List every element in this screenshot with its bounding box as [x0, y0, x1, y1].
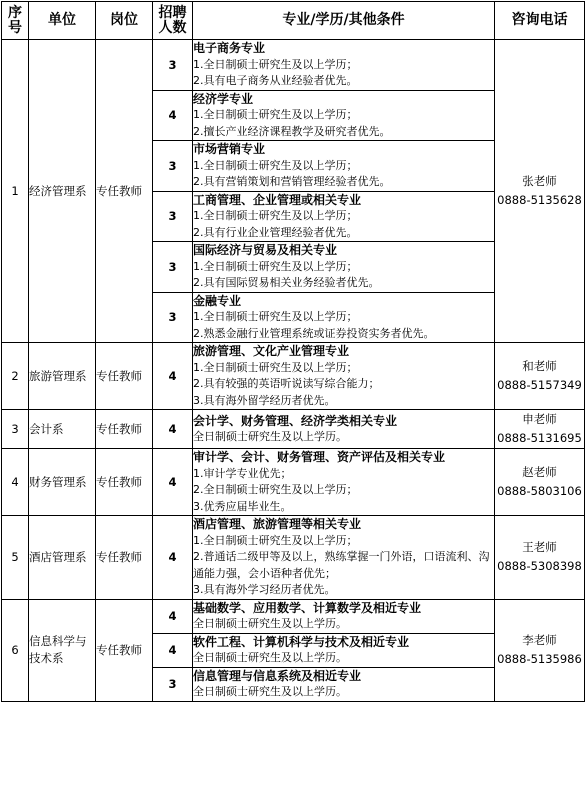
row-count: 4	[153, 343, 193, 410]
requirement-line: 1.全日制硕士研究生及以上学历；	[193, 158, 358, 172]
requirement-line: 2.普通话二级甲等及以上，熟练掌握一门外语，口语流利、沟通能力强，会小语种者优先；	[193, 550, 490, 580]
row-count: 4	[153, 516, 193, 600]
major-title: 市场营销专业	[193, 142, 266, 156]
requirement-line: 1.全日制硕士研究生及以上学历；	[193, 209, 358, 222]
row-unit: 酒店管理系	[29, 516, 96, 600]
requirement-line: 1.全日制硕士研究生及以上学历；	[193, 360, 358, 374]
row-requirements	[193, 410, 495, 449]
row-contact	[495, 40, 585, 343]
row-post: 专任教师	[96, 449, 153, 516]
row-count: 4	[153, 90, 193, 141]
row-post: 专任教师	[96, 410, 153, 449]
row-seq: 4	[2, 449, 29, 516]
row-post: 专任教师	[96, 516, 153, 600]
contact-phone: 0888-5131695	[497, 431, 582, 445]
requirement-line: 2.全日制硕士研究生及以上学历；	[193, 483, 358, 496]
row-count: 3	[153, 141, 193, 192]
row-requirements	[193, 343, 495, 410]
row-count: 4	[153, 633, 193, 667]
major-title: 信息管理与信息系统及相近专业	[193, 668, 362, 683]
row-contact	[495, 410, 585, 449]
requirement-line: 1.全日制硕士研究生及以上学历；	[193, 310, 358, 323]
table-row	[2, 449, 585, 516]
row-requirements	[193, 449, 495, 516]
requirement-line: 1.全日制硕士研究生及以上学历；	[193, 533, 358, 547]
contact-phone: 0888-5157349	[497, 378, 582, 392]
contact-name: 王老师	[522, 540, 557, 555]
major-title: 基础数学、应用数学、计算数学及相近专业	[193, 600, 422, 615]
row-count: 3	[153, 242, 193, 293]
contact-name: 和老师	[522, 359, 557, 373]
row-requirements	[193, 141, 495, 192]
contact-phone: 0888-5308398	[497, 559, 582, 574]
major-title: 旅游管理、文化产业管理专业	[193, 344, 350, 358]
contact-name: 赵老师	[522, 465, 557, 479]
row-contact	[495, 343, 585, 410]
row-requirements	[193, 667, 495, 701]
requirement-line: 2.具有国际贸易相关业务经验者优先。	[193, 276, 380, 289]
requirement-line: 2.具有营销策划和营销管理经验者优先。	[193, 175, 391, 188]
row-count: 4	[153, 599, 193, 633]
contact-name: 申老师	[522, 412, 557, 426]
requirement-line: 全日制硕士研究生及以上学历。	[193, 617, 347, 630]
row-count: 3	[153, 191, 193, 242]
requirement-line: 2.具有电子商务从业经验者优先。	[193, 74, 358, 87]
row-post: 专任教师	[96, 343, 153, 410]
requirement-line: 2.具有较强的英语听说读写综合能力；	[193, 377, 380, 390]
row-count: 4	[153, 410, 193, 449]
row-count: 3	[153, 292, 193, 343]
requirement-line: 全日制硕士研究生及以上学历。	[193, 651, 347, 664]
row-requirements	[193, 40, 495, 91]
row-requirements	[193, 599, 495, 633]
requirement-line: 1.全日制硕士研究生及以上学历；	[193, 259, 358, 273]
row-post: 专任教师	[96, 40, 153, 343]
row-unit: 信息科学与技术系	[29, 599, 96, 701]
row-contact	[495, 516, 585, 600]
row-count: 3	[153, 667, 193, 701]
row-unit: 经济管理系	[29, 40, 96, 343]
row-requirements	[193, 191, 495, 242]
major-title: 工商管理、企业管理或相关专业	[193, 192, 362, 207]
major-title: 金融专业	[193, 293, 242, 308]
requirement-line: 全日制硕士研究生及以上学历。	[193, 685, 347, 698]
table-body	[2, 40, 585, 702]
row-seq: 2	[2, 343, 29, 410]
row-seq: 1	[2, 40, 29, 343]
row-seq: 3	[2, 410, 29, 449]
contact-phone: 0888-5135986	[497, 652, 582, 666]
table-row	[2, 599, 585, 633]
row-contact	[495, 449, 585, 516]
major-title: 会计学、财务管理、经济学类相关专业	[193, 413, 398, 428]
row-contact	[495, 599, 585, 701]
recruitment-table	[1, 1, 585, 702]
row-unit: 会计系	[29, 410, 96, 449]
major-title: 电子商务专业	[193, 41, 266, 55]
row-seq: 5	[2, 516, 29, 600]
row-seq: 6	[2, 599, 29, 701]
requirement-line: 3.优秀应届毕业生。	[193, 499, 292, 513]
row-requirements	[193, 516, 495, 600]
header-phone: 咨询电话	[495, 2, 585, 40]
header-unit: 单位	[29, 2, 96, 40]
row-requirements	[193, 292, 495, 343]
table-row	[2, 410, 585, 449]
header-post: 岗位	[96, 2, 153, 40]
table-row	[2, 343, 585, 410]
header-row	[2, 2, 585, 40]
row-post: 专任教师	[96, 599, 153, 701]
header-requirements: 专业/学历/其他条件	[193, 2, 495, 40]
row-requirements	[193, 90, 495, 141]
requirement-line: 2.擅长产业经济课程教学及研究者优先。	[193, 124, 391, 138]
major-title: 审计学、会计、财务管理、资产评估及相关专业	[193, 450, 446, 464]
header-seq: 序 号	[2, 2, 29, 40]
major-title: 软件工程、计算机科学与技术及相近专业	[193, 634, 410, 649]
requirement-line: 1.全日制硕士研究生及以上学历；	[193, 57, 358, 71]
major-title: 酒店管理、旅游管理等相关专业	[193, 517, 362, 531]
row-unit: 财务管理系	[29, 449, 96, 516]
contact-phone: 0888-5803106	[497, 484, 582, 498]
row-count: 4	[153, 449, 193, 516]
major-title: 经济学专业	[193, 91, 254, 106]
requirement-line: 3.具有海外学习经历者优先。	[193, 583, 336, 596]
requirement-line: 全日制硕士研究生及以上学历。	[193, 430, 347, 443]
header-count: 招聘 人数	[153, 2, 193, 40]
requirement-line: 1.审计学专业优先；	[193, 466, 292, 480]
requirement-line: 1.全日制硕士研究生及以上学历；	[193, 108, 358, 121]
row-requirements	[193, 633, 495, 667]
requirement-line: 2.熟悉金融行业管理系统或证券投资实务者优先。	[193, 326, 435, 340]
row-unit: 旅游管理系	[29, 343, 96, 410]
row-requirements	[193, 242, 495, 293]
contact-phone: 0888-5135628	[497, 193, 582, 207]
table-row	[2, 516, 585, 600]
contact-name: 张老师	[522, 174, 557, 188]
table-row	[2, 40, 585, 91]
contact-name: 李老师	[522, 633, 557, 647]
row-count: 3	[153, 40, 193, 91]
major-title: 国际经济与贸易及相关专业	[193, 243, 338, 257]
requirement-line: 2.具有行业企业管理经验者优先。	[193, 225, 358, 239]
requirement-line: 3.具有海外留学经历者优先。	[193, 393, 336, 407]
